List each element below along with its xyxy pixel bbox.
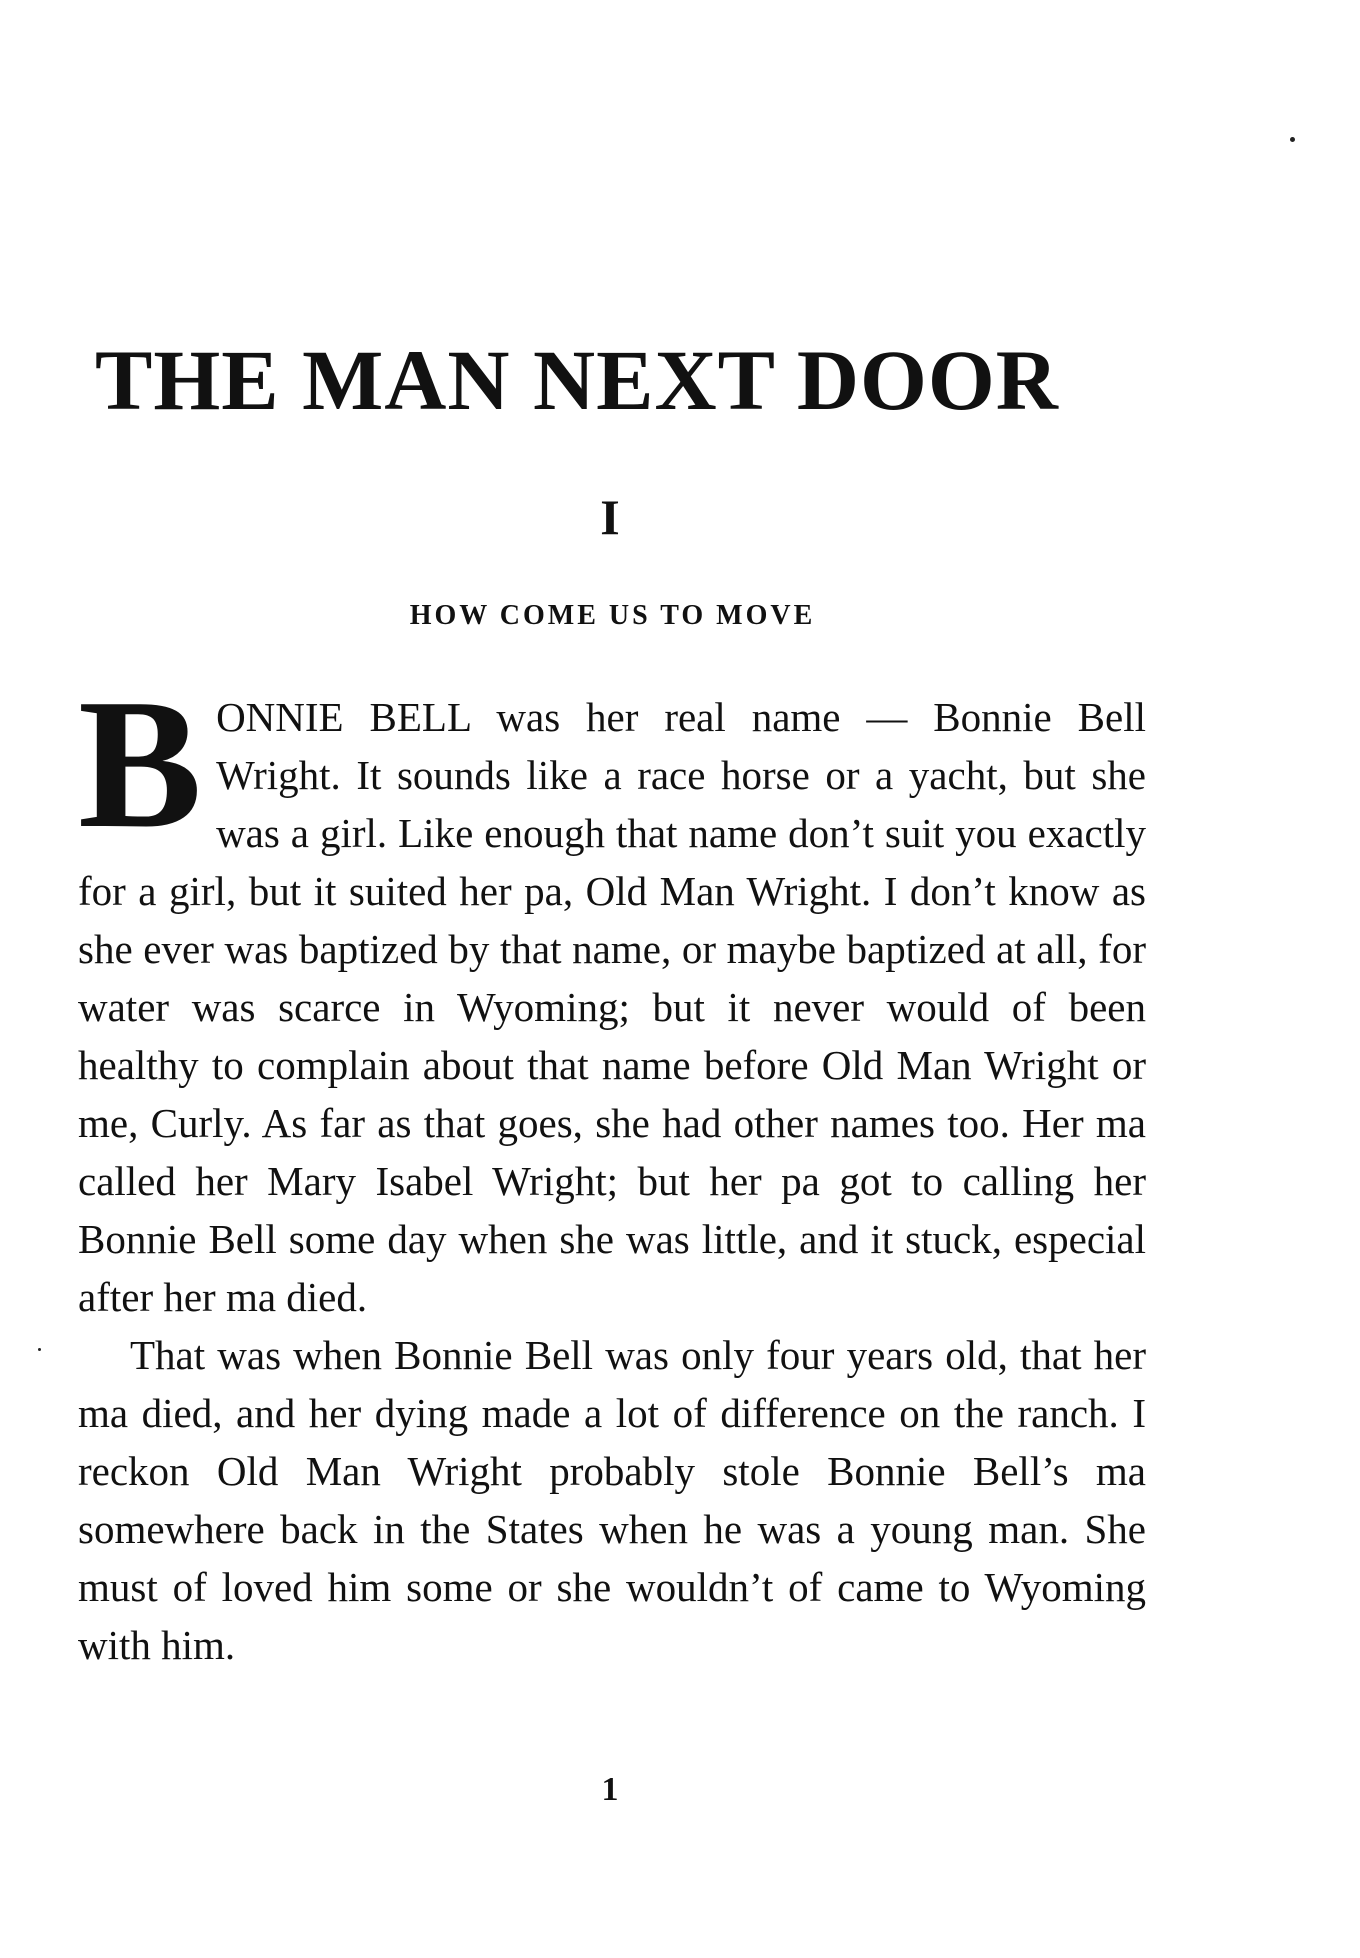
body-text: [78, 661, 1146, 1674]
ink-speck: [1290, 137, 1295, 142]
chapter-number: I: [600, 489, 620, 545]
ink-speck: [38, 1348, 41, 1351]
paragraph-2: That was when Bonnie Bell was only four years old, that her ma died, and her dying made a lot of difference on the ranch. I reckon Old Man Wright probably stole Bonnie Bell’s ma somewhere back in the States when he was a young man. She must of loved him some or she wouldn’t of came to Wyoming with him.: [78, 1332, 1146, 1668]
page-number: 1: [601, 1771, 619, 1808]
book-title: THE MAN NEXT DOOR: [95, 332, 1059, 428]
chapter-title: HOW COME US TO MOVE: [409, 600, 816, 631]
drop-cap: B: [78, 661, 203, 867]
paragraph-1: [78, 661, 1146, 1326]
paragraph-1-text: ONNIE BELL was her real name — Bonnie Bell Wright. It sounds like a race horse or a yacht, but she was a girl. Like enough that name don’t suit you exactly for a girl, but it suited her pa, Old Man Wright. I don’t know as she ever was baptized by that name, or maybe baptized at all, for water was scarce in Wyoming; but it never would of been healthy to complain about that name before Old Man Wright or me, Curly. As far as that goes, she had other names too. Her ma called her Mary Isabel Wright; but her pa got to calling her Bonnie Bell some day when she was little, and it stuck, especial after her ma died.: [78, 694, 1146, 1320]
